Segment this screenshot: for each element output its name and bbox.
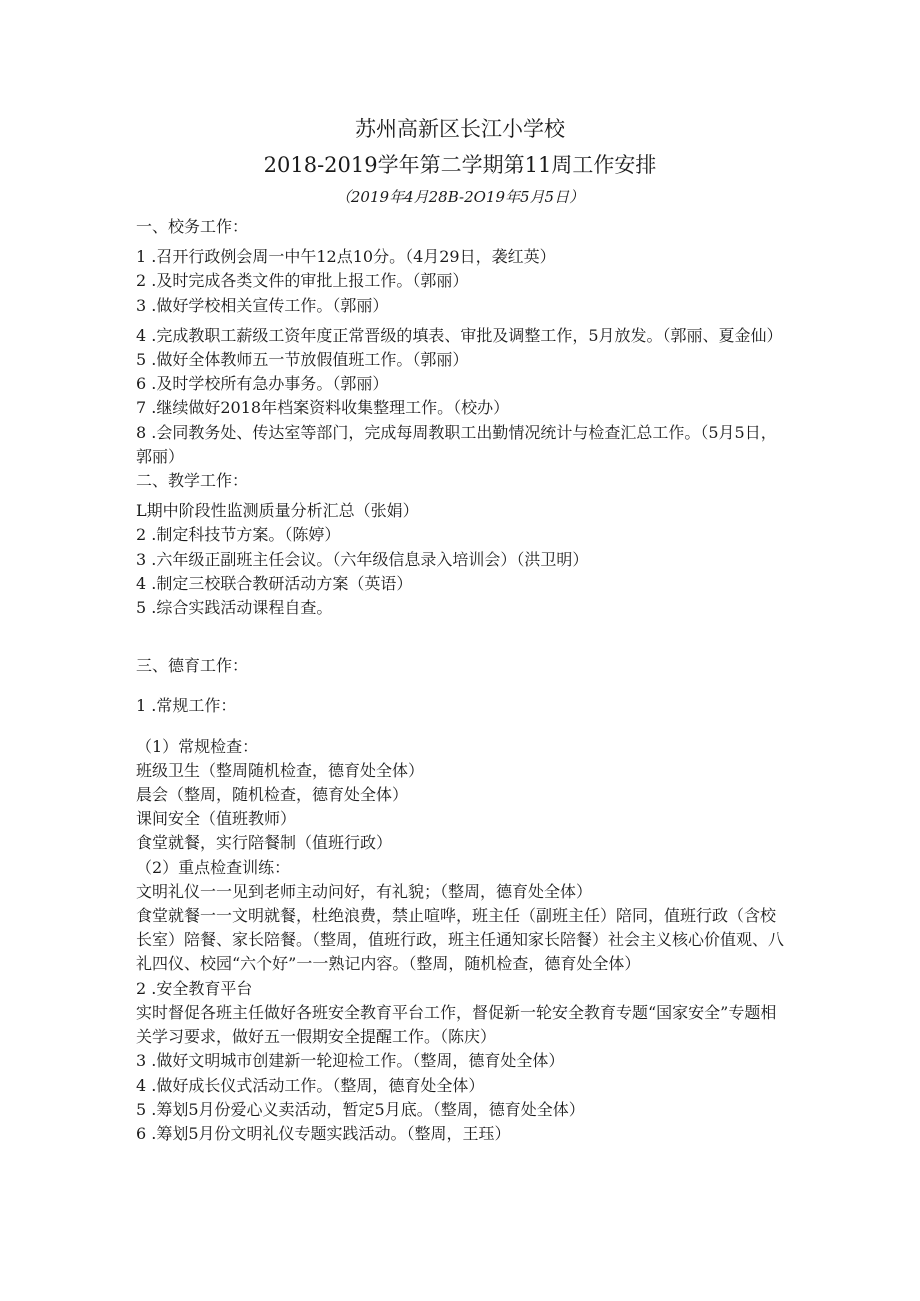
subheading-routine-check: （1）常规检查： <box>136 736 259 756</box>
list-item: L期中阶段性监测质量分析汇总（张娟） <box>136 501 419 521</box>
list-item: 1 .召开行政例会周一中午12点10分。（4月29日，袭红英） <box>136 247 556 267</box>
list-item: 6 .及时学校所有急办事务。（郭丽） <box>136 374 389 394</box>
list-item: 4 .完成教职工薪级工资年度正常晋级的填表、审批及调整工作，5月放发。（郭丽、夏金仙） <box>136 325 783 345</box>
section-heading-school-affairs: 一、校务工作： <box>136 217 249 236</box>
document-body <box>136 215 786 1146</box>
list-item: 5 .综合实践活动课程自查。 <box>136 598 333 618</box>
list-item: 7 .继续做好2018年档案资料收集整理工作。（校办） <box>136 398 510 418</box>
list-item: 4 .制定三校联合教研活动方案（英语） <box>136 573 413 593</box>
list-item: 食堂就餐一一文明就餐，杜绝浪费，禁止喧哗，班主任（副班主任）陪同，值班行政（含校长室）陪餐、家长陪餐。（整周，值班行政，班主任通知家长陪餐）社会主义核心价值观、八礼四仪、校园“六个好”一一熟记内容。（整周，随机检查，德育处全体） <box>136 906 785 974</box>
list-item: 班级卫生（整周随机检查，德育处全体） <box>136 760 425 780</box>
list-item: 4 .做好成长仪式活动工作。（整周，德育处全体） <box>136 1075 485 1095</box>
list-item: 食堂就餐，实行陪餐制（值班行政） <box>136 833 393 853</box>
subheading-routine-work: 1 .常规工作： <box>136 696 237 716</box>
section-heading-moral-education: 三、德育工作： <box>136 656 249 676</box>
list-item: 2 .及时完成各类文件的审批上报工作。（郭丽） <box>136 271 469 291</box>
list-item: 2 .制定科技节方案。（陈婷） <box>136 525 341 545</box>
subheading-focus-check: （2）重点检查训练： <box>136 857 291 877</box>
list-item: 3 .做好学校相关宣传工作。（郭丽） <box>136 295 389 315</box>
paragraph-safety: 实时督促各班主任做好各班安全教育平台工作，督促新一轮安全教育专题“国家安全”专题相关学习要求，做好五一假期安全提醒工作。（陈庆） <box>136 1002 777 1047</box>
list-item: 5 .筹划5月份爱心义卖活动，暂定5月底。（整周，德育处全体） <box>136 1099 585 1119</box>
list-item: 晨会（整周，随机检查，德育处全体） <box>136 785 409 805</box>
list-item: 8 .会同教务处、传达室等部门，完成每周教职工出勤情况统计与检查汇总工作。（5月5日，郭丽） <box>136 422 777 466</box>
list-item: 5 .做好全体教师五一节放假值班工作。（郭丽） <box>136 350 469 370</box>
list-item: 3 .六年级正副班主任会议。（六年级信息录入培训会）（洪卫明） <box>136 549 589 569</box>
list-item: 课间安全（值班教师） <box>136 809 297 829</box>
list-item: 文明礼仪一一见到老师主动问好，有礼貌；（整周，德育处全体） <box>136 881 593 901</box>
school-name: 苏州高新区长江小学校 <box>355 117 565 141</box>
list-item: 3 .做好文明城市创建新一轮迎检工作。（整周，德育处全体） <box>136 1051 565 1071</box>
document-title: 2018-2019学年第二学期第11周工作安排 <box>263 153 657 177</box>
date-range: （2019年4月28B-2O19年5月5日） <box>335 188 585 206</box>
section-heading-teaching: 二、教学工作： <box>136 471 249 491</box>
list-item: 6 .筹划5月份文明礼仪专题实践活动。（整周，王珏） <box>136 1123 511 1143</box>
subheading-safety-platform: 2 .安全教育平台 <box>136 978 253 998</box>
